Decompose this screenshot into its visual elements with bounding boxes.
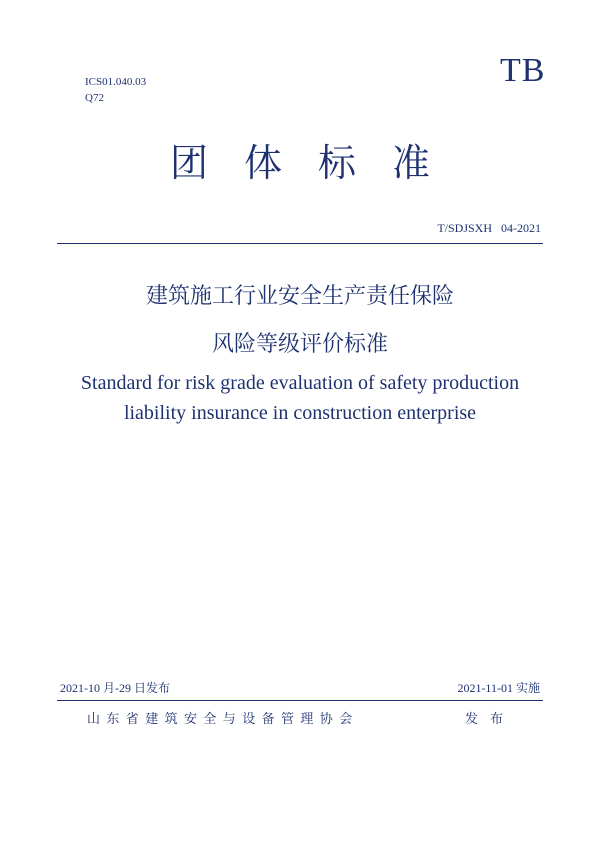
standard-number: T/SDJSXH 04-2021 [437, 221, 541, 235]
top-divider [57, 243, 543, 244]
publish-date: 2021-10 月-29 日发布 [60, 681, 170, 695]
issue-label: 发布 [465, 712, 516, 727]
bottom-divider [57, 700, 543, 701]
ccs-code: Q72 [85, 92, 104, 104]
title-chinese-line-1: 建筑施工行业安全生产责任保险 [145, 284, 454, 309]
title-english-line-1: Standard for risk grade evaluation of safety production [80, 372, 520, 394]
title-english-line-2: liability insurance in construction enterprise [123, 402, 477, 424]
implement-date: 2021-11-01 实施 [457, 681, 540, 695]
document-type-heading: 团体标准 [169, 141, 466, 185]
title-chinese-line-2: 风险等级评价标准 [211, 332, 388, 357]
standard-mark: TB [500, 52, 546, 89]
ics-code: ICS01.040.03 [85, 76, 147, 88]
issuing-organization: 山东省建筑安全与设备管理协会 [87, 712, 359, 727]
